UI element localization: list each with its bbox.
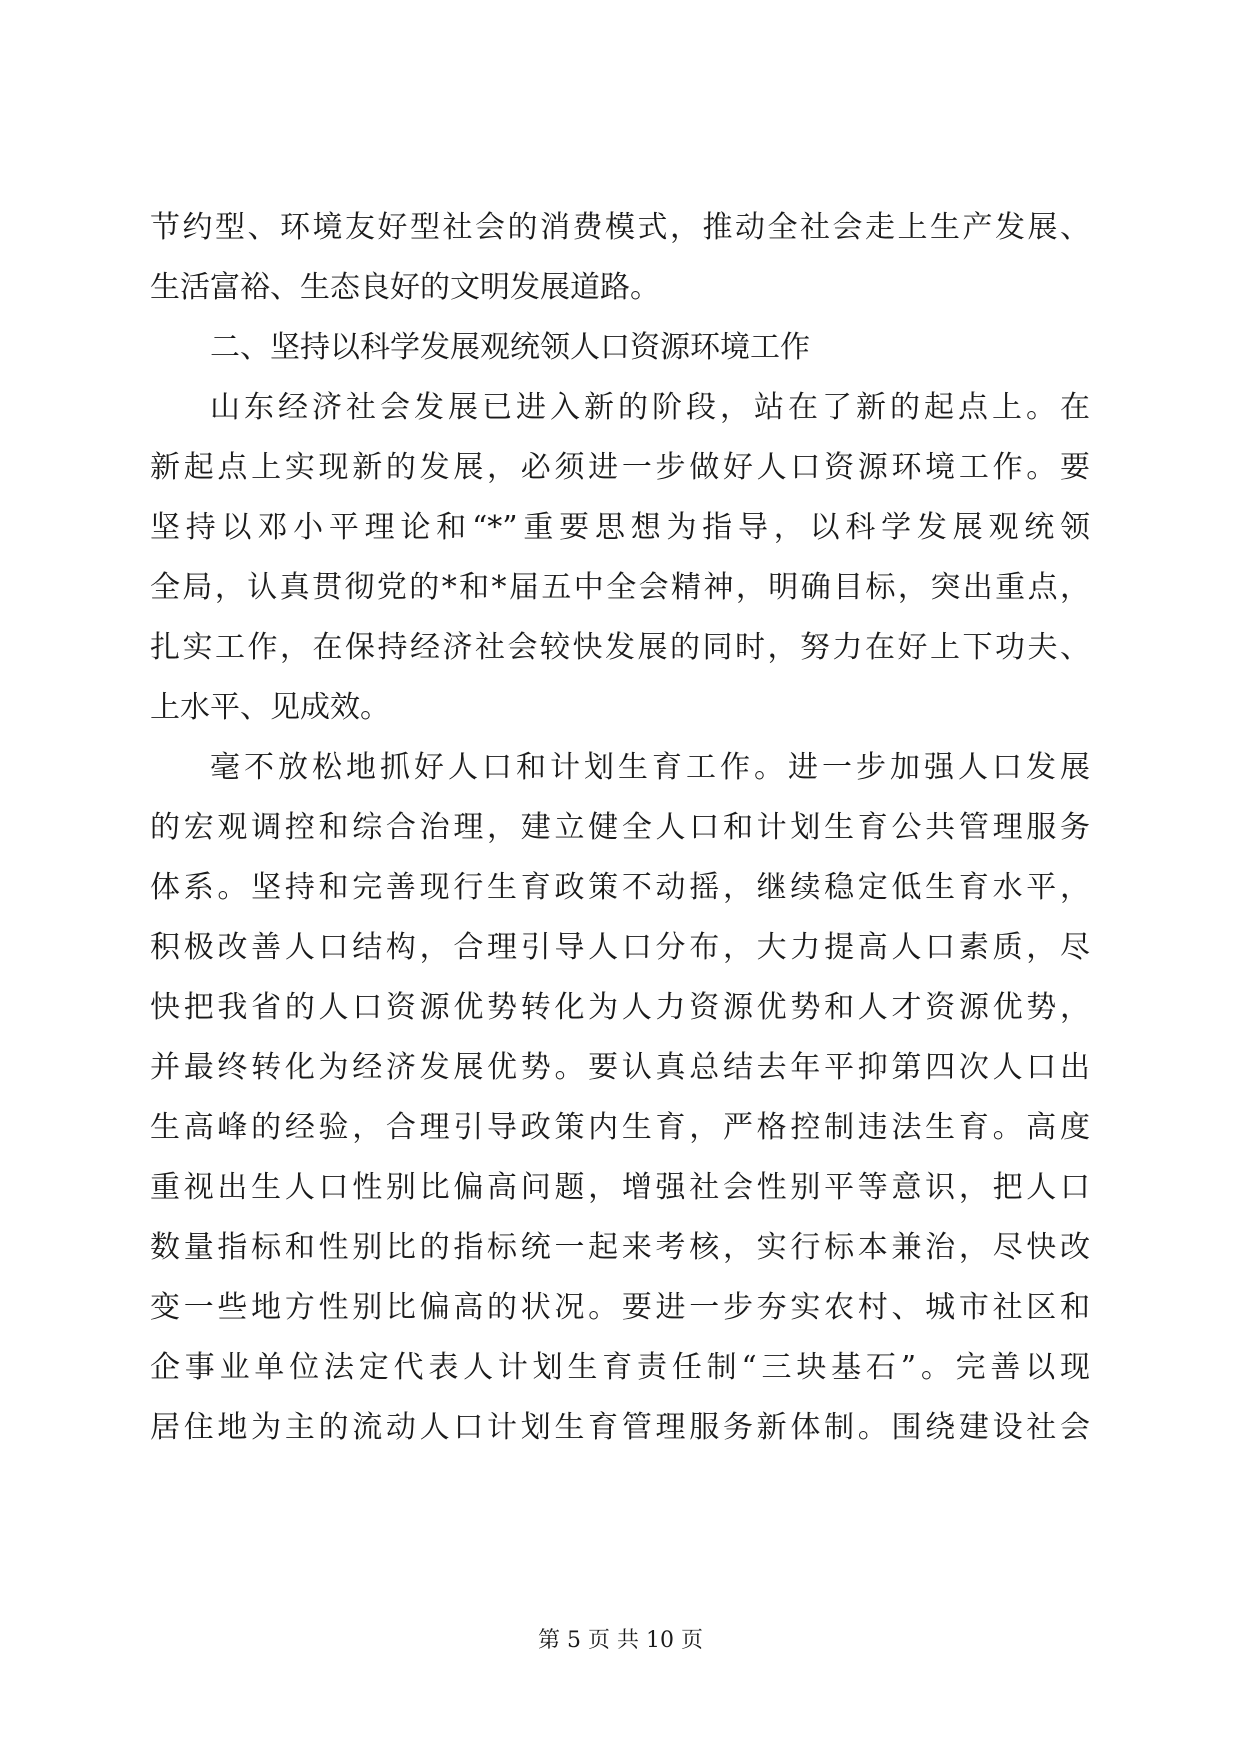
text-line: 生高峰的经验，合理引导政策内生育，严格控制违法生育。高度	[150, 1110, 1090, 1145]
text-line: 重视出生人口性别比偏高问题，增强社会性别平等意识，把人口	[150, 1170, 1090, 1205]
text-line: 山东经济社会发展已进入新的阶段，站在了新的起点上。在	[210, 390, 1090, 425]
text-line: 坚持以邓小平理论和“*”重要思想为指导，以科学发展观统领	[150, 510, 1090, 545]
text-line: 的宏观调控和综合治理，建立健全人口和计划生育公共管理服务	[150, 810, 1090, 845]
page-footer: 第 5 页 共 10 页	[538, 1628, 703, 1653]
text-line: 上水平、见成效。	[150, 690, 390, 725]
text-line: 节约型、环境友好型社会的消费模式，推动全社会走上生产发展、	[150, 210, 1090, 245]
text-line: 居住地为主的流动人口计划生育管理服务新体制。围绕建设社会	[150, 1410, 1090, 1445]
text-line: 数量指标和性别比的指标统一起来考核，实行标本兼治，尽快改	[150, 1230, 1090, 1265]
document-body	[150, 198, 1090, 1458]
text-line: 积极改善人口结构，合理引导人口分布，大力提高人口素质，尽	[150, 930, 1090, 965]
text-line: 生活富裕、生态良好的文明发展道路。	[150, 270, 660, 305]
text-line: 全局，认真贯彻党的*和*届五中全会精神，明确目标，突出重点，	[150, 570, 1090, 605]
text-line: 二、坚持以科学发展观统领人口资源环境工作	[210, 330, 810, 365]
text-line: 并最终转化为经济发展优势。要认真总结去年平抑第四次人口出	[150, 1050, 1090, 1085]
text-line: 新起点上实现新的发展，必须进一步做好人口资源环境工作。要	[150, 450, 1090, 485]
text-line: 变一些地方性别比偏高的状况。要进一步夯实农村、城市社区和	[150, 1290, 1090, 1325]
text-line: 扎实工作，在保持经济社会较快发展的同时，努力在好上下功夫、	[150, 630, 1090, 665]
text-line: 体系。坚持和完善现行生育政策不动摇，继续稳定低生育水平，	[150, 870, 1090, 905]
text-line: 快把我省的人口资源优势转化为人力资源优势和人才资源优势，	[150, 990, 1090, 1025]
text-line: 企事业单位法定代表人计划生育责任制“三块基石”。完善以现	[150, 1350, 1090, 1385]
text-line: 毫不放松地抓好人口和计划生育工作。进一步加强人口发展	[210, 750, 1090, 785]
